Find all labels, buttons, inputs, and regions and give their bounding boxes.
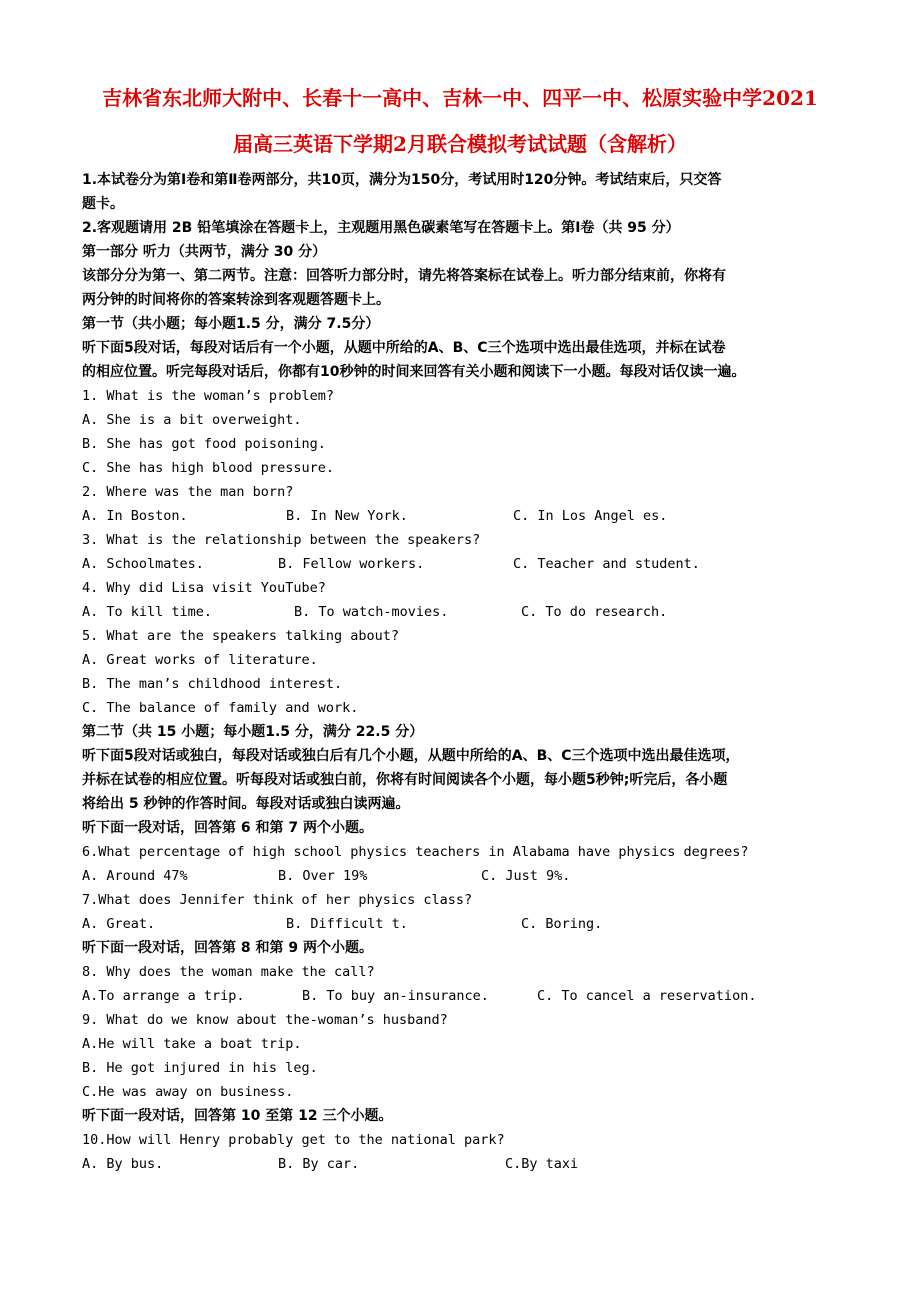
part-1-note-cont: 两分钟的时间将你的答案转涂到客观题答题卡上。: [82, 292, 390, 308]
section-2-heading: 第二节（共 15 小题；每小题1.5 分，满分 22.5 分）: [82, 724, 424, 740]
q1-option-b: B. She has got food poisoning.: [82, 436, 326, 452]
q6-option-a: A. Around 47%: [82, 868, 188, 884]
part-1-note: 该部分分为第一、第二两节。注意：回答听力部分时，请先将答案标在试卷上。听力部分结束前，你将有: [82, 268, 726, 284]
instruction-1: 1.本试卷分为第Ⅰ卷和第Ⅱ卷两部分，共10页，满分为150分，考试用时120分钟。考试结束后，只交答: [82, 172, 722, 188]
q2-option-a: A. In Boston.: [82, 508, 188, 524]
q2-option-b: B. In New York.: [286, 508, 408, 524]
question-3: 3. What is the relationship between the speakers?: [82, 532, 481, 548]
q10-option-c: C.By taxi: [505, 1156, 579, 1172]
question-7: 7.What does Jennifer think of her physics class?: [82, 892, 473, 908]
q10-option-a: A. By bus.: [82, 1156, 164, 1172]
q4-option-a: A. To kill time.: [82, 604, 213, 620]
q9-option-b: B. He got injured in his leg.: [82, 1060, 318, 1076]
question-2: 2. Where was the man born?: [82, 484, 294, 500]
q7-option-a: A. Great.: [82, 916, 156, 932]
question-8: 8. Why does the woman make the call?: [82, 964, 375, 980]
group-6-7-heading: 听下面一段对话，回答第 6 和第 7 两个小题。: [82, 820, 373, 836]
section-2-directions-3: 将给出 5 秒钟的作答时间。每段对话或独白读两遍。: [82, 796, 410, 812]
section-1-heading: 第一节（共小题；每小题1.5 分，满分 7.5分）: [82, 316, 380, 332]
q7-option-b: B. Difficult t.: [286, 916, 408, 932]
q2-option-c: C. In Los Angel es.: [513, 508, 668, 524]
exam-title-line-2: 届高三英语下学期2月联合模拟考试试题（含解析）: [233, 132, 687, 156]
question-9: 9. What do we know about the-woman’s husband?: [82, 1012, 448, 1028]
section-2-directions-2: 并标在试卷的相应位置。听每段对话或独白前，你将有时间阅读各个小题，每小题5秒钟;听完后，各小题: [82, 772, 728, 788]
q8-option-c: C. To cancel a reservation.: [537, 988, 757, 1004]
group-10-12-heading: 听下面一段对话，回答第 10 至第 12 三个小题。: [82, 1108, 393, 1124]
q3-option-a: A. Schoolmates.: [82, 556, 204, 572]
q4-option-c: C. To do research.: [521, 604, 668, 620]
q6-option-c: C. Just 9%.: [481, 868, 571, 884]
question-10: 10.How will Henry probably get to the national park?: [82, 1132, 505, 1148]
exam-title-line-1: 吉林省东北师大附中、长春十一高中、吉林一中、四平一中、松原实验中学2021: [102, 86, 818, 110]
instruction-2: 2.客观题请用 2B 铅笔填涂在答题卡上，主观题用黑色碳素笔写在答题卡上。第Ⅰ卷（共 95 分）: [82, 220, 680, 236]
q8-option-a: A.To arrange a trip.: [82, 988, 245, 1004]
q7-option-c: C. Boring.: [521, 916, 603, 932]
question-6: 6.What percentage of high school physics teachers in Alabama have physics degrees?: [82, 844, 749, 860]
q3-option-c: C. Teacher and student.: [513, 556, 700, 572]
group-8-9-heading: 听下面一段对话，回答第 8 和第 9 两个小题。: [82, 940, 373, 956]
q6-option-b: B. Over 19%: [278, 868, 368, 884]
q8-option-b: B. To buy an-insurance.: [302, 988, 489, 1004]
question-1: 1. What is the woman’s problem?: [82, 388, 334, 404]
q3-option-b: B. Fellow workers.: [278, 556, 425, 572]
question-5: 5. What are the speakers talking about?: [82, 628, 399, 644]
q5-option-c: C. The balance of family and work.: [82, 700, 359, 716]
q10-option-b: B. By car.: [278, 1156, 360, 1172]
question-4: 4. Why did Lisa visit YouTube?: [82, 580, 326, 596]
instruction-1-cont: 题卡。: [82, 196, 124, 212]
section-1-directions-cont: 的相应位置。听完每段对话后，你都有10秒钟的时间来回答有关小题和阅读下一小题。每段对话仅读一遍。: [82, 364, 746, 380]
section-1-directions: 听下面5段对话，每段对话后有一个小题，从题中所给的A、B、C三个选项中选出最佳选项，并标在试卷: [82, 340, 726, 356]
q1-option-c: C. She has high blood pressure.: [82, 460, 334, 476]
q9-option-c: C.He was away on business.: [82, 1084, 294, 1100]
part-1-heading: 第一部分 听力（共两节，满分 30 分）: [82, 244, 327, 260]
section-2-directions: 听下面5段对话或独白，每段对话或独白后有几个小题，从题中所给的A、B、C三个选项中选出最佳选项，: [82, 748, 740, 764]
q5-option-a: A. Great works of literature.: [82, 652, 318, 668]
q9-option-a: A.He will take a boat trip.: [82, 1036, 302, 1052]
q5-option-b: B. The man’s childhood interest.: [82, 676, 343, 692]
q1-option-a: A. She is a bit overweight.: [82, 412, 302, 428]
q4-option-b: B. To watch-movies.: [294, 604, 449, 620]
